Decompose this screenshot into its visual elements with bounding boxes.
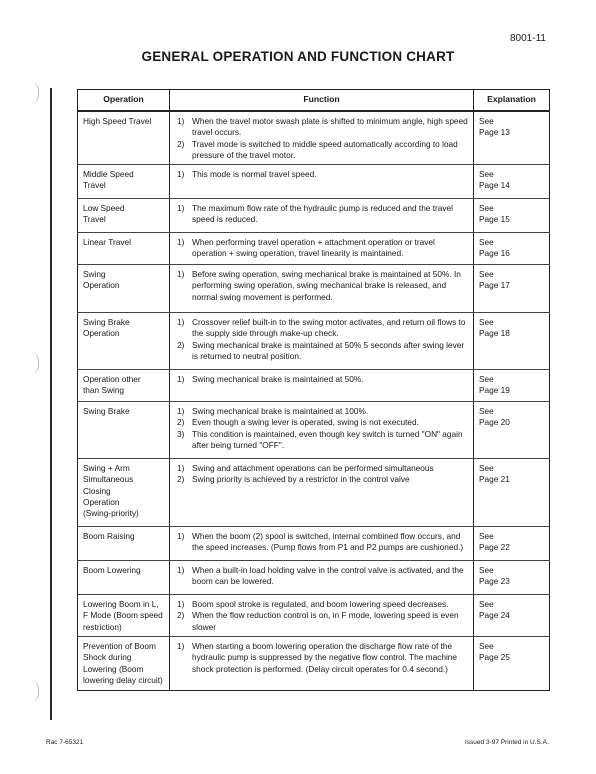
column-header-function: Function <box>170 90 474 112</box>
column-header-operation: Operation <box>78 90 170 112</box>
document-number: 8001-11 <box>510 33 546 44</box>
function-cell <box>170 111 474 165</box>
function-item-text: When the boom (2) spool is switched, internal combined flow occurs, and the speed increases. (Pump flows from P1 and P2 pumps are cushioned.) <box>192 531 464 553</box>
function-item-text: When a built-in load holding valve in the control valve is activated, and the boom can be lowered. <box>192 565 464 587</box>
function-item-text: This mode is normal travel speed. <box>192 169 317 180</box>
function-cell <box>170 265 474 313</box>
operation-cell: High Speed Travel <box>78 111 170 165</box>
function-item-number: 1) <box>177 599 185 610</box>
function-item <box>175 374 469 385</box>
function-item <box>175 317 469 340</box>
explanation-cell: See Page 24 <box>474 595 550 637</box>
function-cell <box>170 595 474 637</box>
function-item <box>175 269 469 303</box>
function-item-text: When the travel motor swash plate is shifted to minimum angle, high speed travel occurs. <box>192 116 468 138</box>
function-item-number: 1) <box>177 531 185 542</box>
function-item-text: Even though a swing lever is operated, swing is not executed. <box>192 417 419 428</box>
binder-hole-mark <box>30 352 39 374</box>
function-item-number: 1) <box>177 203 185 214</box>
table-row <box>78 595 550 637</box>
footer-issue-info: Issued 3-97 Printed in U.S.A. <box>465 739 549 746</box>
function-item-number: 3) <box>177 428 185 439</box>
operation-cell: Linear Travel <box>78 233 170 265</box>
function-item-number: 2) <box>177 339 185 350</box>
revision-bar <box>50 88 52 720</box>
function-item <box>175 237 469 260</box>
function-cell <box>170 233 474 265</box>
operation-cell: Swing Operation <box>78 265 170 313</box>
function-item <box>175 340 469 363</box>
binder-hole-mark <box>30 680 39 702</box>
table-row <box>78 165 550 199</box>
explanation-cell: See Page 22 <box>474 527 550 561</box>
function-item <box>175 474 469 485</box>
operation-cell: Lowering Boom in L, F Mode (Boom speed restriction) <box>78 595 170 637</box>
explanation-cell: See Page 17 <box>474 265 550 313</box>
function-item-number: 1) <box>177 169 185 180</box>
explanation-cell: See Page 15 <box>474 199 550 233</box>
function-cell <box>170 402 474 459</box>
table-row <box>78 527 550 561</box>
page-title: GENERAL OPERATION AND FUNCTION CHART <box>141 49 455 64</box>
operation-cell: Swing Brake <box>78 402 170 459</box>
operation-cell: Swing + Arm Simultaneous Closing Operation (Swing-priority) <box>78 459 170 527</box>
function-item-text: When performing travel operation + attachment operation or travel operation + swing operation, travel linearity is maintained. <box>192 237 435 259</box>
function-item-text: The maximum flow rate of the hydraulic pump is reduced and the travel speed is reduced. <box>192 203 454 225</box>
explanation-cell: See Page 21 <box>474 459 550 527</box>
explanation-cell: See Page 13 <box>474 111 550 165</box>
function-item-text: Crossover relief built-in to the swing motor activates, and return oil flows to the supply side through make-up check. <box>192 317 466 339</box>
operation-cell: Prevention of Boom Shock during Lowering (Boom lowering delay circuit) <box>78 637 170 691</box>
function-item-text: Before swing operation, swing mechanical brake is maintained at 50%. In performing swing operation, swing mechanical brake is released, and normal swing movement is performed. <box>192 269 461 302</box>
function-item <box>175 641 469 675</box>
table-header-row <box>78 90 550 112</box>
function-item <box>175 610 469 633</box>
function-item-text: Swing and attachment operations can be performed simultaneous <box>192 463 434 474</box>
column-header-explanation: Explanation <box>474 90 550 112</box>
explanation-cell: See Page 25 <box>474 637 550 691</box>
footer-part-number: Rac 7-65321 <box>46 739 84 746</box>
function-item <box>175 116 469 139</box>
operation-cell: Swing Brake Operation <box>78 313 170 370</box>
function-item-text: Swing mechanical brake is maintained at 50%. <box>192 374 364 385</box>
function-item <box>175 406 469 417</box>
function-cell <box>170 165 474 199</box>
function-cell <box>170 370 474 402</box>
function-item <box>175 169 469 180</box>
function-cell <box>170 527 474 561</box>
function-item-text: Travel mode is switched to middle speed automatically according to load pressure of the travel motor. <box>192 138 458 160</box>
function-item-text: This condition is maintained, even though key switch is turned "ON" again after being turned "OFF". <box>192 428 463 451</box>
operation-function-table <box>77 89 550 691</box>
function-item <box>175 139 469 162</box>
table-row <box>78 370 550 402</box>
function-item-number: 2) <box>177 610 185 621</box>
function-item-number: 1) <box>177 237 185 248</box>
function-item-text: Swing mechanical brake is maintained at 100%. <box>192 406 369 417</box>
function-item <box>175 429 469 452</box>
function-item-number: 1) <box>177 463 185 474</box>
function-item-number: 2) <box>177 474 185 485</box>
function-item <box>175 599 469 610</box>
function-cell <box>170 459 474 527</box>
table-row <box>78 313 550 370</box>
function-item <box>175 565 469 588</box>
operation-cell: Boom Raising <box>78 527 170 561</box>
function-item-number: 1) <box>177 374 185 385</box>
function-item-number: 2) <box>177 417 185 428</box>
table-row <box>78 233 550 265</box>
table-row <box>78 459 550 527</box>
function-item-number: 1) <box>177 116 185 126</box>
function-item-text: When the flow reduction control is on, in F mode, lowering speed is even slower <box>192 610 459 632</box>
table-row <box>78 111 550 165</box>
function-item-text: Boom spool stroke is regulated, and boom lowering speed decreases. <box>192 599 449 610</box>
table-body <box>78 111 550 691</box>
function-item <box>175 531 469 554</box>
table-row <box>78 402 550 459</box>
function-item-text: Swing mechanical brake is maintained at 50% 5 seconds after swing lever is returned to neutral position. <box>192 339 465 362</box>
function-cell <box>170 199 474 233</box>
function-cell <box>170 561 474 595</box>
function-item-number: 1) <box>177 641 185 652</box>
function-item <box>175 203 469 226</box>
table-row <box>78 637 550 691</box>
operation-cell: Low Speed Travel <box>78 199 170 233</box>
function-item-text: Swing priority is achieved by a restrictor in the control valve <box>192 474 410 485</box>
function-item-text: When starting a boom lowering operation the discharge flow rate of the hydraulic pump is suppressed by the negative flow control. The machine shock protection is performed. (Delay circuit operates for 0.4 second.) <box>192 641 458 674</box>
table-row <box>78 561 550 595</box>
explanation-cell: See Page 23 <box>474 561 550 595</box>
operation-cell: Operation other than Swing <box>78 370 170 402</box>
function-item <box>175 417 469 428</box>
function-item-number: 1) <box>177 565 185 576</box>
operation-cell: Boom Lowering <box>78 561 170 595</box>
function-item-number: 1) <box>177 406 185 417</box>
table-row <box>78 199 550 233</box>
function-item-number: 1) <box>177 269 185 280</box>
explanation-cell: See Page 18 <box>474 313 550 370</box>
explanation-cell: See Page 16 <box>474 233 550 265</box>
function-item-number: 1) <box>177 317 185 328</box>
function-cell <box>170 313 474 370</box>
binder-hole-mark <box>30 82 39 104</box>
function-item-number: 2) <box>177 138 185 149</box>
explanation-cell: See Page 19 <box>474 370 550 402</box>
explanation-cell: See Page 20 <box>474 402 550 459</box>
operation-cell: Middle Speed Travel <box>78 165 170 199</box>
function-item <box>175 463 469 474</box>
explanation-cell: See Page 14 <box>474 165 550 199</box>
table-row <box>78 265 550 313</box>
function-cell <box>170 637 474 691</box>
